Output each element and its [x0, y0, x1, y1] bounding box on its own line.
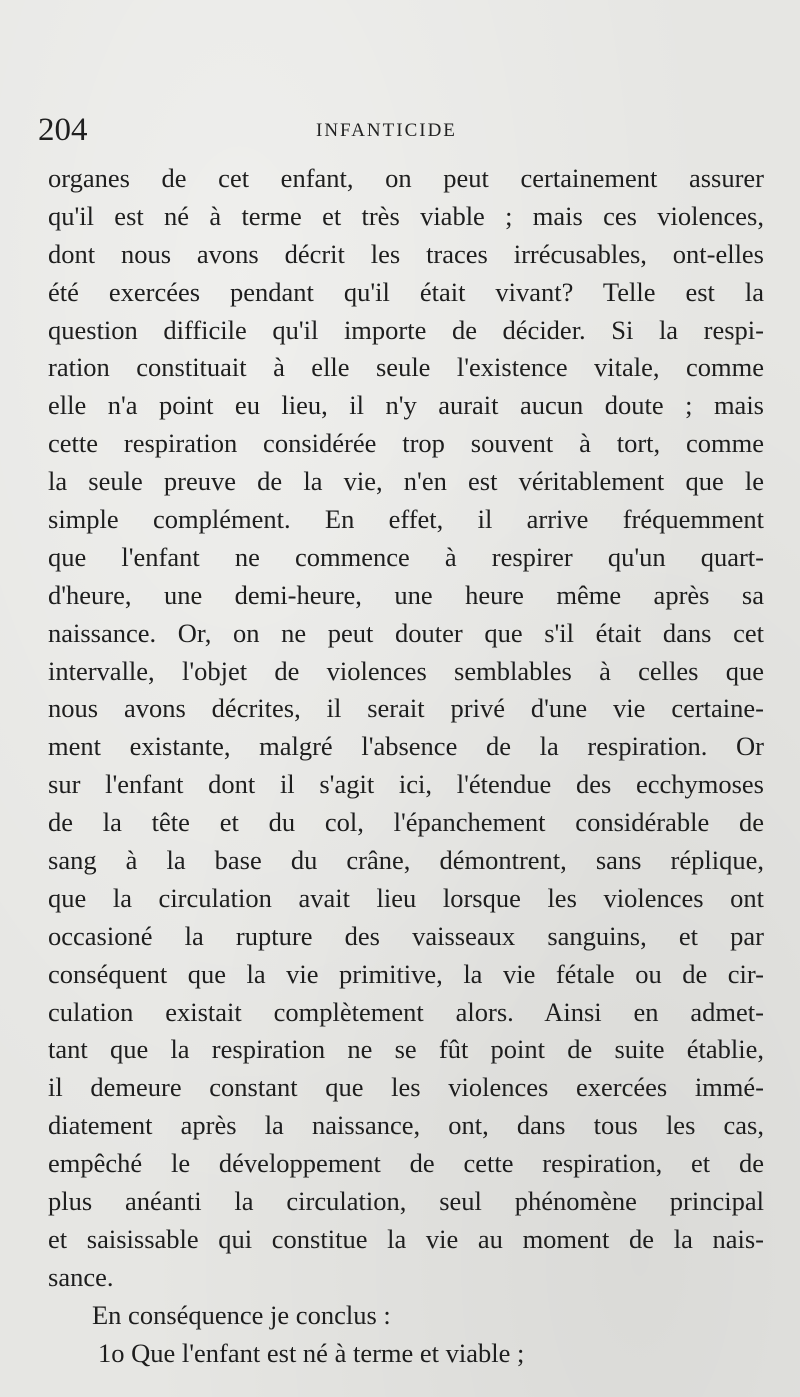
text-line: cette respiration considérée trop souvent à tort, comme	[48, 428, 764, 459]
text-line: il demeure constant que les violences exercées immé-	[48, 1072, 764, 1103]
text-line: naissance. Or, on ne peut douter que s'il était dans cet	[48, 617, 764, 648]
text-line: sur l'enfant dont il s'agit ici, l'étendue des ecchymoses	[48, 769, 764, 800]
text-line: dont nous avons décrit les traces irrécusables, ont-elles	[48, 238, 764, 269]
text-line: organes de cet enfant, on peut certainement assurer	[48, 163, 764, 193]
text-line: empêché le développement de cette respiration, et de	[48, 1148, 764, 1179]
text-line: qu'il est né à terme et très viable ; mais ces violences,	[48, 200, 764, 231]
conclusion-item: 1o Que l'enfant est né à terme et viable ;	[98, 1337, 525, 1368]
page-number: 204	[38, 112, 88, 148]
text-line: sang à la base du crâne, démontrent, sans réplique,	[48, 845, 764, 876]
text-line: ment existante, malgré l'absence de la respiration. Or	[48, 731, 764, 762]
text-line: simple complément. En effet, il arrive fréquemment	[48, 504, 764, 535]
text-line: que la circulation avait lieu lorsque les violences ont	[48, 882, 764, 913]
text-line: diatement après la naissance, ont, dans tous les cas,	[48, 1110, 764, 1141]
text-line: plus anéanti la circulation, seul phénomène principal	[48, 1186, 764, 1217]
text-line: de la tête et du col, l'épanchement considérable de	[48, 807, 764, 838]
text-line: sance.	[48, 1261, 114, 1292]
text-line: tant que la respiration ne se fût point de suite établie,	[48, 1034, 764, 1065]
body-text	[48, 160, 764, 1373]
text-line: nous avons décrites, il serait privé d'une vie certaine-	[48, 693, 764, 724]
text-line: la seule preuve de la vie, n'en est véritablement que le	[48, 466, 764, 497]
text-line: été exercées pendant qu'il était vivant? Telle est la	[48, 276, 764, 307]
text-line: culation existait complètement alors. Ainsi en admet-	[48, 996, 764, 1027]
text-line: et saisissable qui constitue la vie au moment de la nais-	[48, 1223, 764, 1254]
running-head: INFANTICIDE	[316, 120, 457, 141]
conclusion-intro: En conséquence je conclus :	[92, 1299, 391, 1330]
text-line: conséquent que la vie primitive, la vie fétale ou de cir-	[48, 958, 764, 989]
text-line: que l'enfant ne commence à respirer qu'un quart-	[48, 541, 764, 572]
text-line: intervalle, l'objet de violences semblables à celles que	[48, 655, 764, 686]
text-line: occasioné la rupture des vaisseaux sanguins, et par	[48, 920, 764, 951]
text-line: ration constituait à elle seule l'existence vitale, comme	[48, 352, 764, 383]
text-line: elle n'a point eu lieu, il n'y aurait aucun doute ; mais	[48, 390, 764, 421]
page-header	[38, 110, 760, 150]
text-line: question difficile qu'il importe de décider. Si la respi-	[48, 314, 764, 345]
text-line: d'heure, une demi-heure, une heure même après sa	[48, 579, 764, 610]
